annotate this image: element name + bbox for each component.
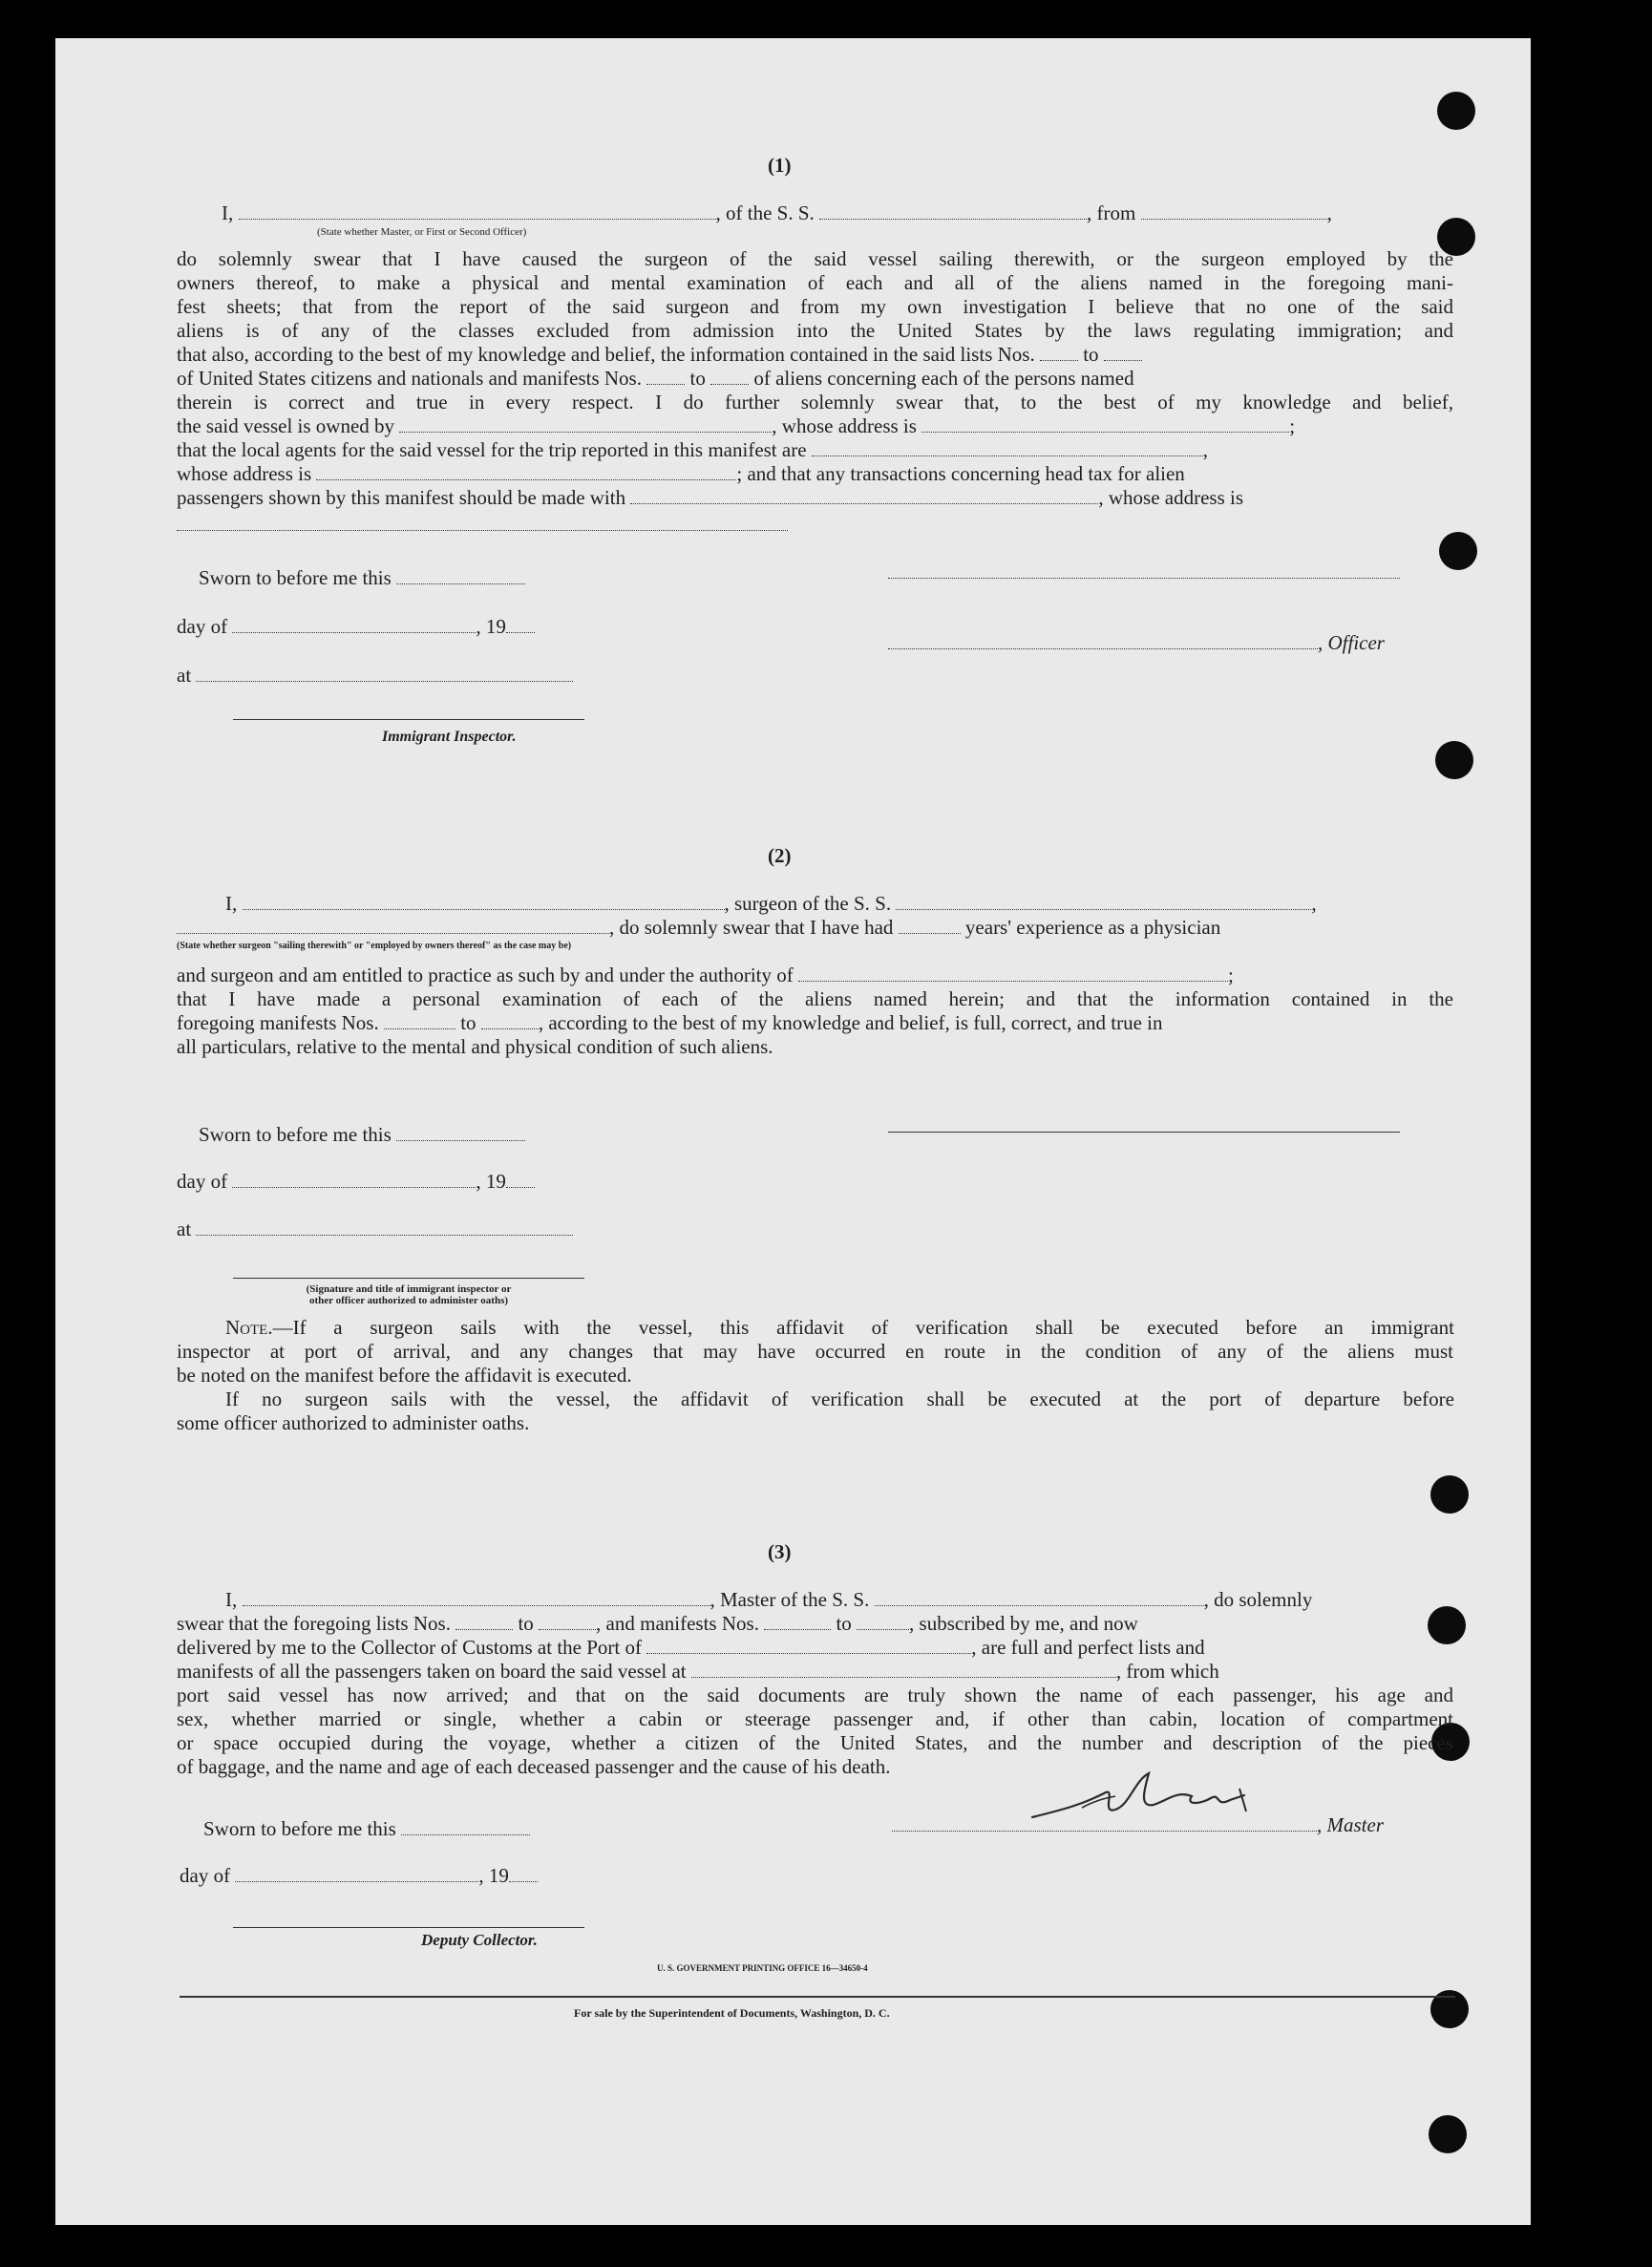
oath-text: foregoing manifests Nos. to , according to the best of my knowledge and belief, is full, correct, and true in: [177, 1011, 1163, 1034]
signature-caption: other officer authorized to administer oaths): [308, 1295, 509, 1306]
oath-text: do solemnly swear that I have caused the surgeon of the said vessel sailing therewith, or the surgeon employed by the: [177, 247, 1453, 270]
oath-text: aliens is of any of the classes excluded from admission into the United States by the laws regulating immigration; and: [177, 319, 1453, 342]
note-text: If no surgeon sails with the vessel, the affidavit of verification shall be executed at the port of departure before: [225, 1388, 1454, 1410]
section-number: (1): [768, 154, 792, 177]
sworn-label: Sworn to before me this: [199, 565, 525, 590]
month-field[interactable]: [232, 616, 476, 633]
oath-text: all particulars, relative to the mental and physical condition of such aliens.: [177, 1035, 773, 1058]
surgeon-line: I, , surgeon of the S. S. ,: [225, 892, 1317, 915]
oath-text: delivered by me to the Collector of Customs at the Port of , are full and perfect lists and: [177, 1636, 1205, 1659]
officer-title-line: , Officer: [888, 630, 1385, 655]
place-line: at: [177, 1217, 573, 1241]
head-tax-contact-field[interactable]: [630, 487, 1098, 504]
authority-field[interactable]: [798, 964, 1228, 982]
surgeon-name-field[interactable]: [243, 893, 725, 910]
owner-address-field[interactable]: [921, 415, 1289, 433]
oath-text: of baggage, and the name and age of each deceased passenger and the cause of his death.: [177, 1755, 891, 1778]
vessel-name-field[interactable]: [819, 202, 1087, 220]
oath-text: and surgeon and am entitled to practice as such by and under the authority of ;: [177, 964, 1234, 986]
master-name-field[interactable]: [243, 1589, 710, 1606]
surgeon-signature-line[interactable]: [888, 1132, 1400, 1133]
punch-hole: [1435, 741, 1473, 779]
manifest-no-to-field[interactable]: [481, 1012, 539, 1029]
manifest-no-from-field[interactable]: [764, 1613, 831, 1630]
sworn-label: Sworn to before me this: [199, 1122, 525, 1147]
officer-signature-line[interactable]: [888, 578, 1400, 579]
pronoun: I,: [222, 201, 234, 224]
from-port-field[interactable]: [1141, 202, 1327, 220]
date-line: day of , 19: [180, 1863, 538, 1888]
vessel-name-field[interactable]: [896, 893, 1311, 910]
manifest-no-to-field[interactable]: [710, 368, 749, 385]
sworn-label: Sworn to before me this: [203, 1816, 530, 1841]
oath-line: I, , of the S. S. , from ,: [222, 201, 1332, 224]
vessel-name-field[interactable]: [875, 1589, 1204, 1606]
sworn-day-field[interactable]: [396, 567, 525, 584]
departure-port-field[interactable]: [691, 1661, 1116, 1678]
sale-notice: For sale by the Superintendent of Documents, Washington, D. C.: [574, 2006, 890, 2020]
inspector-caption: Immigrant Inspector.: [382, 729, 517, 745]
field-caption: (State whether Master, or First or Second Officer): [317, 226, 527, 238]
list-no-to-field[interactable]: [1104, 344, 1142, 361]
punch-hole: [1437, 92, 1475, 130]
section-number: (2): [768, 844, 792, 867]
oath-text: passengers shown by this manifest should be made with , whose address is: [177, 486, 1244, 509]
form-page: [55, 38, 1531, 2225]
master-signature-line: , Master: [892, 1812, 1384, 1837]
field-caption: (State whether surgeon "sailing therewith" or "employed by owners thereof" as the case may be): [177, 941, 572, 951]
owner-field[interactable]: [399, 415, 772, 433]
sworn-day-field[interactable]: [401, 1818, 530, 1835]
manifest-no-from-field[interactable]: [384, 1012, 455, 1029]
section-number: (3): [768, 1540, 792, 1563]
surgeon-line: , do solemnly swear that I have had years' experience as a physician: [177, 915, 1453, 940]
oath-text: manifests of all the passengers taken on board the said vessel at , from which: [177, 1660, 1219, 1683]
note-text: be noted on the manifest before the affidavit is executed.: [177, 1364, 632, 1387]
oath-text: of United States citizens and nationals and manifests Nos. to of aliens concerning each of the persons named: [177, 367, 1134, 390]
punch-hole: [1439, 532, 1477, 570]
manifest-no-to-field[interactable]: [857, 1613, 909, 1630]
place-line: at: [177, 663, 573, 688]
list-no-to-field[interactable]: [539, 1613, 596, 1630]
sworn-day-field[interactable]: [396, 1124, 525, 1141]
month-field[interactable]: [235, 1865, 478, 1882]
officer-title-field[interactable]: [888, 632, 1318, 649]
oath-text: that the local agents for the said vessel for the trip reported in this manifest are ,: [177, 438, 1209, 461]
place-field[interactable]: [196, 1218, 573, 1236]
note-text: Note.—If a surgeon sails with the vessel, this affidavit of verification shall be executed before an immigrant: [225, 1316, 1454, 1339]
agents-address-field[interactable]: [316, 463, 736, 480]
year-field[interactable]: [509, 1865, 538, 1882]
years-field[interactable]: [899, 917, 961, 934]
inspector-signature-line[interactable]: [233, 719, 584, 720]
oath-text: that also, according to the best of my knowledge and belief, the information contained in the said lists Nos. to: [177, 342, 1453, 367]
month-field[interactable]: [232, 1171, 476, 1188]
surgeon-type-field[interactable]: [177, 917, 609, 934]
master-line: I, , Master of the S. S. , do solemnly: [225, 1588, 1313, 1611]
vessel-label: , of the S. S.: [715, 201, 815, 224]
oath-text: the said vessel is owned by , whose address is ;: [177, 414, 1296, 437]
officer-name-field[interactable]: [239, 202, 716, 220]
note-text: some officer authorized to administer oaths.: [177, 1411, 530, 1434]
list-no-from-field[interactable]: [1040, 344, 1078, 361]
oath-text: swear that the foregoing lists Nos. to , and manifests Nos. to , subscribed by me, and now: [177, 1612, 1138, 1635]
master-signature-field[interactable]: [892, 1814, 1317, 1832]
oath-text: owners thereof, to make a physical and mental examination of each and all of the aliens named in the foregoing mani-: [177, 271, 1453, 294]
local-agents-field[interactable]: [812, 439, 1203, 456]
signature-caption: (Signature and title of immigrant inspector or: [306, 1283, 512, 1295]
oath-text: that I have made a personal examination of each of the aliens named herein; and that the information contained in the: [177, 987, 1453, 1010]
oath-text: port said vessel has now arrived; and that on the said documents are truly shown the name of each passenger, his age and: [177, 1684, 1453, 1706]
year-field[interactable]: [506, 616, 535, 633]
punch-hole: [1429, 2115, 1467, 2153]
port-field[interactable]: [646, 1637, 971, 1654]
oath-text: fest sheets; that from the report of the said surgeon and from my own investigation I believe that no one of the said: [177, 295, 1453, 318]
date-line: day of , 19: [177, 1169, 535, 1194]
manifest-no-from-field[interactable]: [646, 368, 685, 385]
printer-imprint: U. S. GOVERNMENT PRINTING OFFICE 16—34650-4: [657, 1963, 868, 1973]
oath-text: whose address is ; and that any transactions concerning head tax for alien: [177, 462, 1185, 485]
oath-text: sex, whether married or single, whether a cabin or steerage passenger and, if other than cabin, location of compartment: [177, 1707, 1453, 1730]
date-line: day of , 19: [177, 614, 535, 639]
punch-hole: [1430, 1475, 1469, 1514]
footer-rule: [180, 1996, 1455, 1998]
year-field[interactable]: [506, 1171, 535, 1188]
deputy-caption: Deputy Collector.: [421, 1931, 538, 1949]
inspector-signature-line[interactable]: [233, 1278, 584, 1279]
from-label: , from: [1087, 201, 1136, 224]
oath-text: therein is correct and true in every respect. I do further solemnly swear that, to the best of my knowledge and belief,: [177, 391, 1453, 413]
place-field[interactable]: [196, 665, 573, 682]
oath-text: or space occupied during the voyage, whether a citizen of the United States, and the number and description of the pieces: [177, 1731, 1453, 1754]
list-no-from-field[interactable]: [455, 1613, 513, 1630]
note-label: Note.: [225, 1316, 273, 1339]
note-text: inspector at port of arrival, and any changes that may have occurred en route in the condition of any of the aliens must: [177, 1340, 1453, 1363]
address-continuation-line[interactable]: [177, 530, 788, 531]
